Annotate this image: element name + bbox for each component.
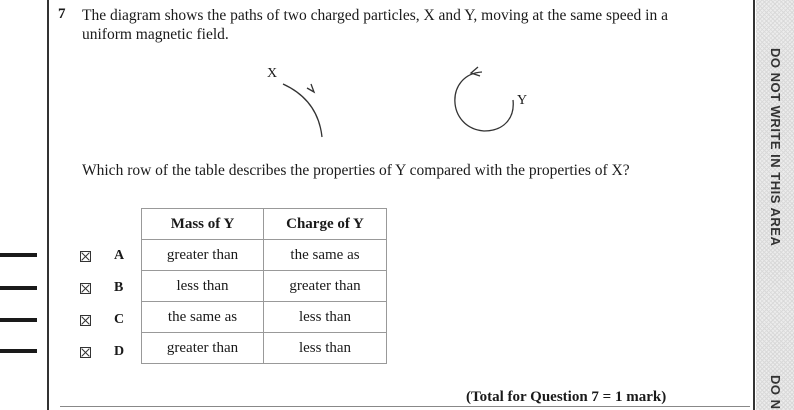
- header-mass: Mass of Y: [142, 209, 264, 240]
- margin-warning-text: DO NOT WRITE IN THIS AREA: [768, 48, 783, 247]
- checkbox-icon[interactable]: [80, 251, 91, 262]
- path-x: [283, 84, 322, 137]
- header-charge: Charge of Y: [264, 209, 387, 240]
- arrow-y: [471, 67, 480, 76]
- checkbox-icon[interactable]: [80, 283, 91, 294]
- option-b[interactable]: [80, 273, 123, 303]
- option-letter: A: [114, 248, 125, 263]
- question-total: (Total for Question 7 = 1 mark): [466, 389, 667, 405]
- cell-mass: greater than: [142, 333, 264, 364]
- table-row: [142, 333, 387, 364]
- cell-charge: less than: [264, 333, 387, 364]
- table-row: [142, 302, 387, 333]
- table-header-row: [142, 209, 387, 240]
- label-y: Y: [517, 93, 528, 108]
- option-d[interactable]: [80, 337, 124, 367]
- option-c[interactable]: [80, 305, 124, 335]
- cell-mass: greater than: [142, 240, 264, 271]
- table-row: [142, 271, 387, 302]
- option-letter: D: [114, 344, 125, 359]
- cell-charge: the same as: [264, 240, 387, 271]
- option-letter: B: [114, 280, 124, 295]
- question-number: 7: [58, 6, 66, 22]
- cell-charge: greater than: [264, 271, 387, 302]
- path-y: [455, 72, 513, 131]
- margin-warning-text-partial: DO N: [768, 375, 783, 410]
- bottom-rule: [60, 406, 750, 407]
- checkbox-icon[interactable]: [80, 315, 91, 326]
- cell-mass: the same as: [142, 302, 264, 333]
- table-row: [142, 240, 387, 271]
- question-prompt: Which row of the table describes the properties of Y compared with the properties of X?: [82, 162, 630, 179]
- option-a[interactable]: [80, 241, 124, 271]
- arrow-x: [307, 84, 314, 92]
- checkbox-icon[interactable]: [80, 347, 91, 358]
- label-x: X: [267, 66, 278, 81]
- options-table: [141, 208, 387, 364]
- cell-mass: less than: [142, 271, 264, 302]
- option-letter: C: [114, 312, 125, 327]
- cell-charge: less than: [264, 302, 387, 333]
- question-text: The diagram shows the paths of two charged particles, X and Y, moving at the same speed in a uniform magnetic field.: [82, 7, 668, 43]
